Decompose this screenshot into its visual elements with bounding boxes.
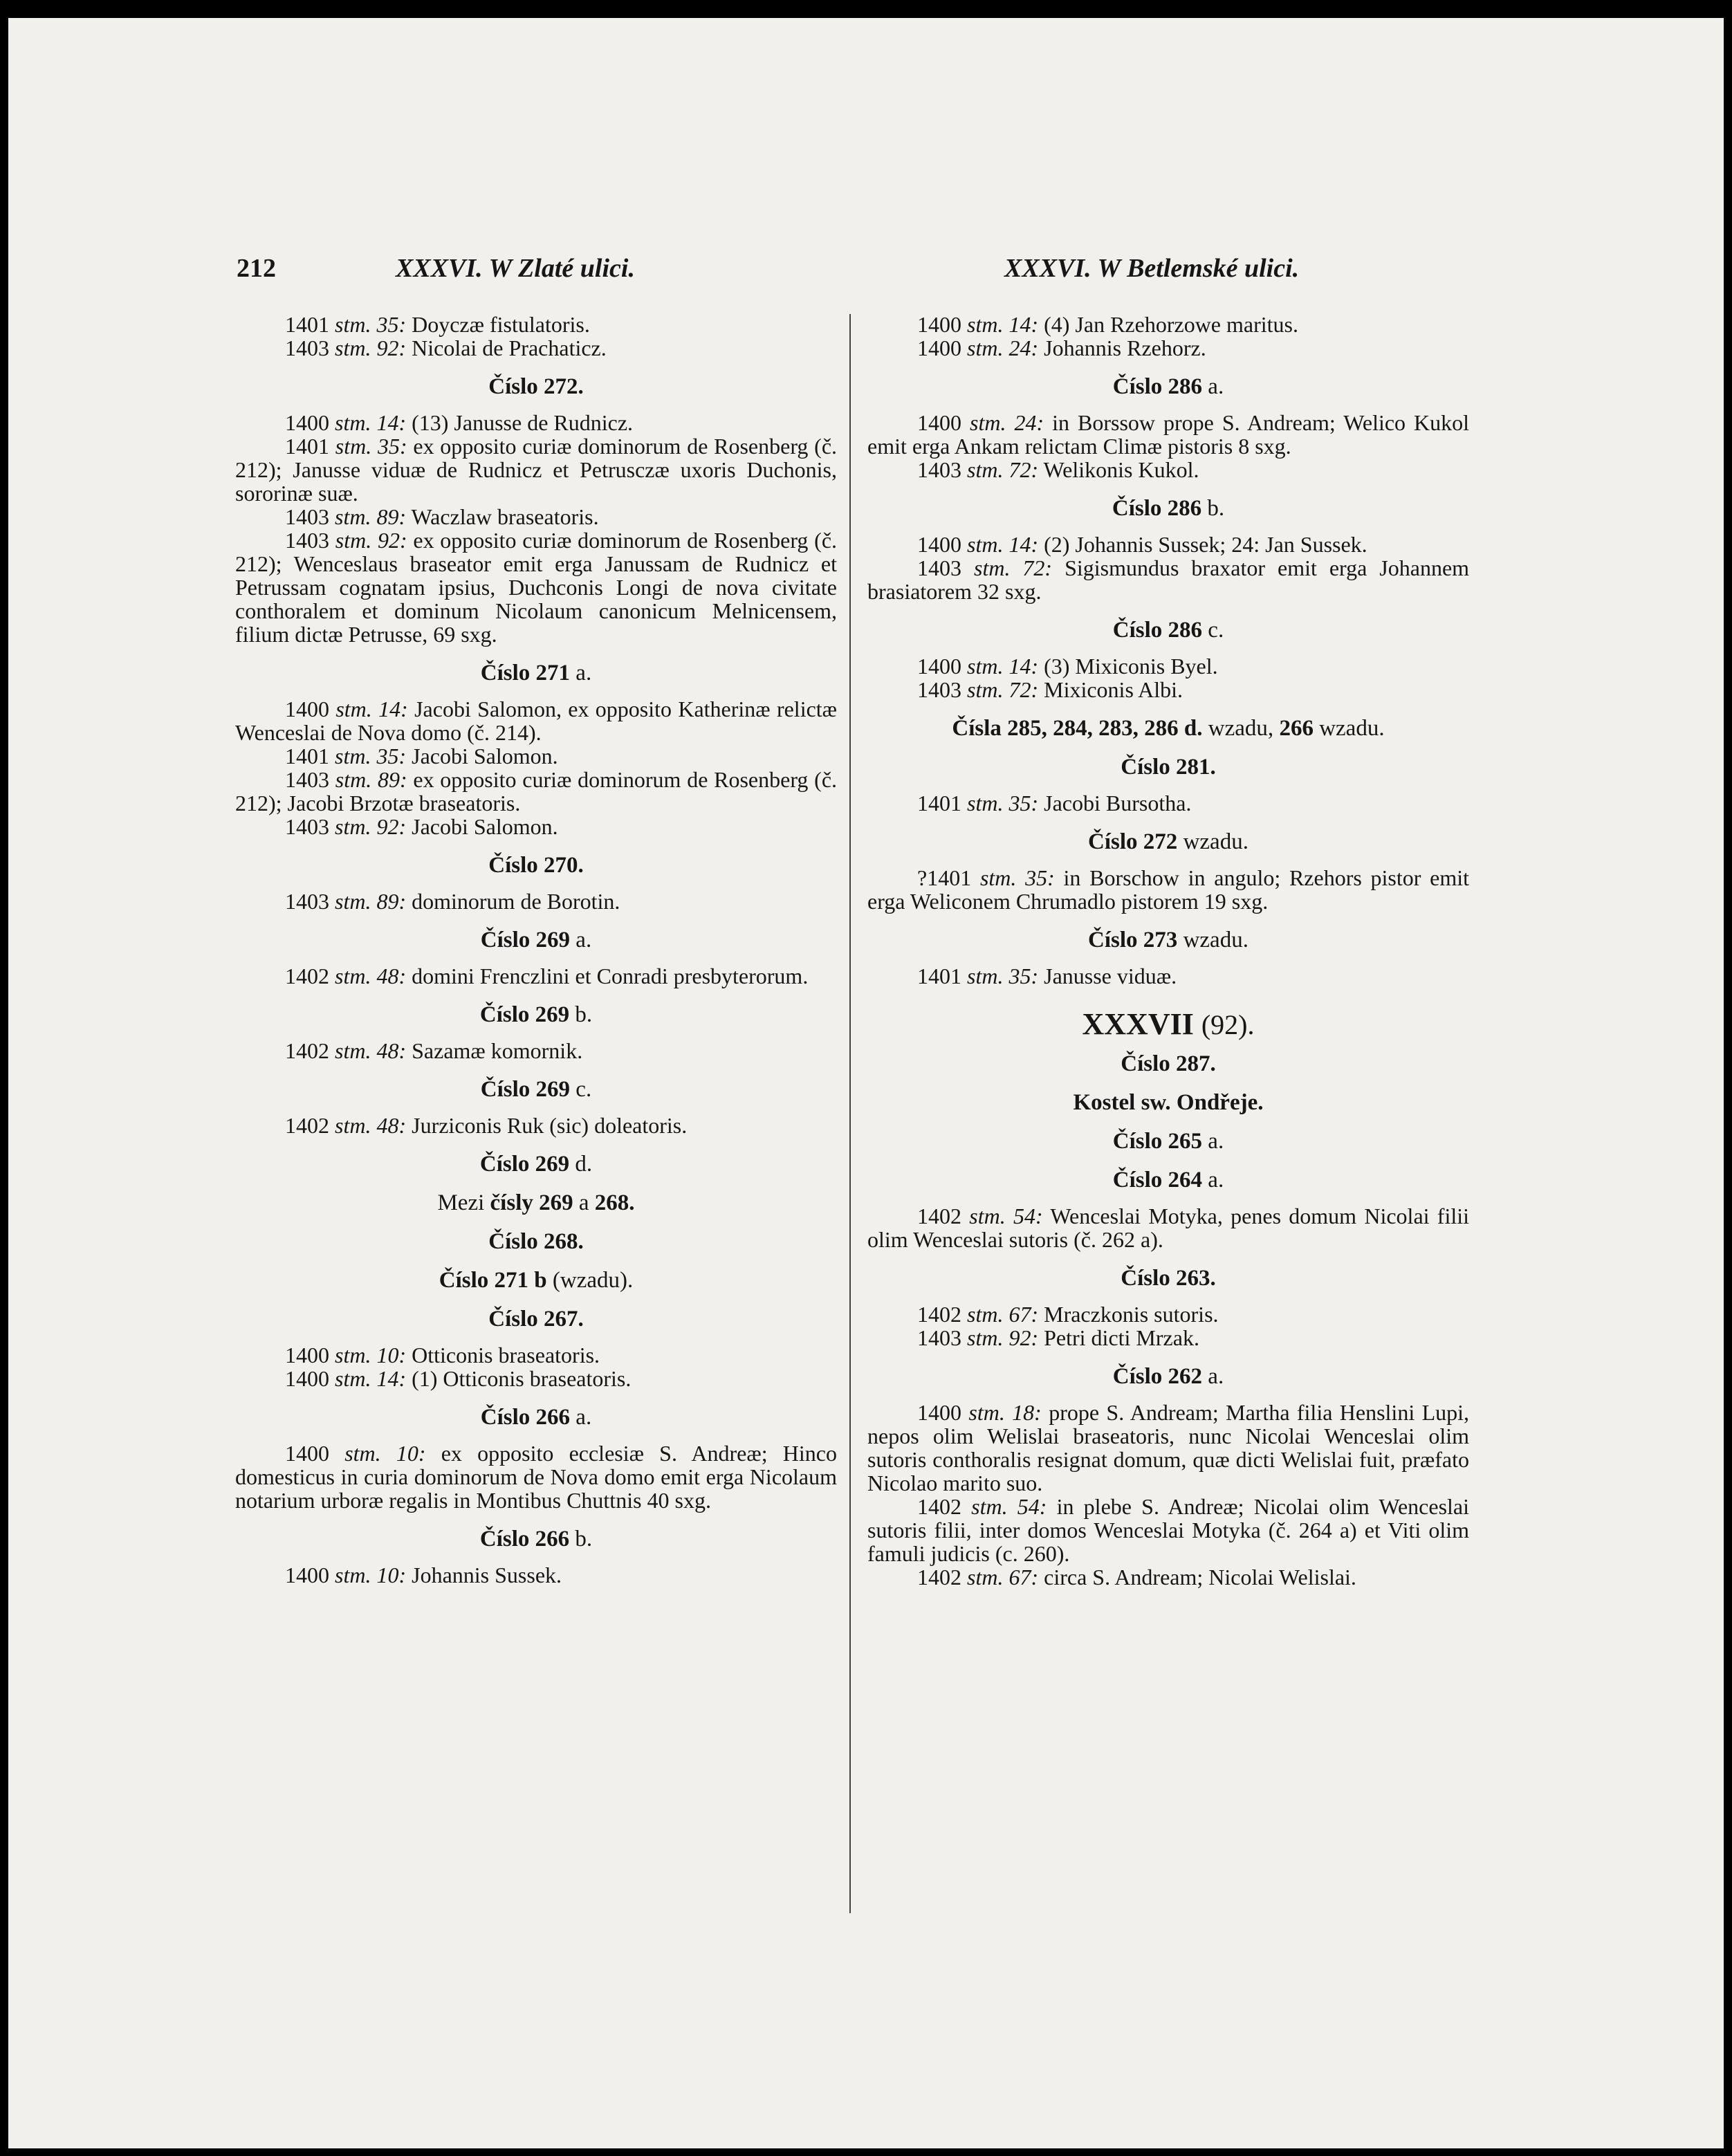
heading-main: Číslo 262 xyxy=(1112,1364,1203,1389)
section-heading xyxy=(867,755,1469,779)
entry xyxy=(867,556,1469,603)
entry-abbrev: stm. xyxy=(967,532,1004,557)
heading-main: Kostel sw. Ondřeje. xyxy=(1073,1090,1264,1115)
entry-text: (4) Jan Rzehorzowe maritus. xyxy=(1044,312,1298,337)
entry xyxy=(235,768,837,815)
entry-text: prope S. Andream; Martha filia Henslini Lupi, nepos olim Welislai braseatoris, nunc Nicolai Wenceslai olim sutoris conthoralis resignat domum, quæ dicti Welislai fuit, præfato Nicolao marito suo. xyxy=(867,1400,1469,1495)
entry-year: 1403 xyxy=(917,555,961,580)
entry-abbrev: stm. xyxy=(335,964,371,988)
heading-main: Číslo 269 xyxy=(479,1152,570,1177)
heading-suffix: a. xyxy=(1208,374,1224,399)
section-heading xyxy=(235,1269,837,1292)
entry-text: domini Frenczlini et Conradi presbyterorum. xyxy=(412,964,809,988)
heading-suffix: a. xyxy=(575,1405,592,1430)
entry xyxy=(867,533,1469,556)
entry-year: 1403 xyxy=(285,889,329,914)
heading-main: Číslo 286 xyxy=(1112,618,1203,643)
section-heading xyxy=(235,1527,837,1551)
entry-year: 1400 xyxy=(285,410,329,435)
entry-abbrev: stm. xyxy=(967,1302,1004,1327)
entry-year: 1403 xyxy=(285,528,329,553)
entry-abbrev: stm. xyxy=(335,697,372,721)
entry-abbrev: stm. xyxy=(335,1563,371,1587)
entry-abbrev: stm. xyxy=(967,1325,1004,1350)
entry xyxy=(235,697,837,744)
entry-text: Mraczkonis sutoris. xyxy=(1044,1302,1219,1327)
entry-abbrev: stm. xyxy=(971,1494,1008,1519)
book-page xyxy=(8,18,1724,2148)
entry-year: 1401 xyxy=(285,312,329,337)
section-heading xyxy=(235,1230,837,1253)
entry-text: ex opposito curiæ dominorum de Rosenberg (č. 212); Wenceslaus braseator emit erga Janussam de Rudnicz et Petrussam cognatam ipsius, Duchconis Longi de nova civitate conthoralem et dominum Nicolaum canonicum Melnicensem, filium dictæ Petrusse, 69 sxg. xyxy=(235,528,838,647)
entry xyxy=(235,1343,837,1367)
entry-text: (2) Johannis Sussek; 24: Jan Sussek. xyxy=(1044,532,1367,557)
entry xyxy=(235,815,837,838)
entry xyxy=(867,458,1469,481)
entry xyxy=(235,336,837,360)
entry-page-ref: 92: xyxy=(376,335,407,360)
entry-year: 1400 xyxy=(917,335,961,360)
section-heading xyxy=(867,497,1469,520)
heading-part: 268. xyxy=(594,1190,635,1215)
heading-main: Číslo 286 xyxy=(1112,496,1202,521)
heading-main: Číslo 271 b xyxy=(439,1268,547,1293)
entry xyxy=(867,1326,1469,1349)
heading-suffix: a. xyxy=(1208,1168,1224,1192)
entry-text: Mixiconis Albi. xyxy=(1044,677,1183,702)
section-heading xyxy=(235,1191,837,1215)
entry-year: 1403 xyxy=(917,457,961,482)
heading-main: Číslo 268. xyxy=(488,1229,584,1254)
entry-page-ref: 14: xyxy=(1008,312,1039,337)
heading-main: Číslo 269 xyxy=(479,1002,570,1027)
entry-page-ref: 54: xyxy=(1017,1494,1047,1519)
heading-suffix: a. xyxy=(575,928,592,952)
entry-abbrev: stm. xyxy=(979,865,1017,890)
entry xyxy=(867,1495,1469,1565)
entry-page-ref: 48: xyxy=(376,964,407,988)
heading-main: Číslo 286 xyxy=(1112,374,1203,399)
heading-suffix: a. xyxy=(1208,1364,1224,1389)
entry xyxy=(235,1367,837,1390)
entry xyxy=(867,1302,1469,1326)
entry-page-ref: 89: xyxy=(376,504,407,529)
entry-text: (1) Otticonis braseatoris. xyxy=(412,1366,632,1391)
entry-abbrev: stm. xyxy=(967,677,1004,702)
section-heading xyxy=(235,661,837,685)
entry-year: 1403 xyxy=(285,504,329,529)
heading-main: Číslo 272 xyxy=(1088,829,1178,854)
entry-text: circa S. Andream; Nicolai Welislai. xyxy=(1044,1565,1356,1590)
section-heading xyxy=(867,1130,1469,1153)
entry-page-ref: 67: xyxy=(1008,1302,1039,1327)
entry-text: Petri dicti Mrzak. xyxy=(1044,1325,1199,1350)
heading-suffix: wzadu. xyxy=(1183,928,1249,952)
entry xyxy=(235,313,837,336)
heading-main: Číslo 269 xyxy=(480,928,571,952)
entry-year: 1401 xyxy=(917,964,961,988)
heading-suffix: a. xyxy=(575,661,592,685)
entry-page-ref: 35: xyxy=(1025,865,1055,890)
entry-year: 1403 xyxy=(917,677,961,702)
entry-text: in plebe S. Andreæ; Nicolai olim Wenceslai sutoris filii, inter domos Wenceslai Motyka (č. 264 a) et Viti olim famuli judicis (c. 260). xyxy=(867,1494,1470,1566)
entry-abbrev: stm. xyxy=(335,767,372,792)
entry-year: 1402 xyxy=(917,1204,961,1228)
section-heading xyxy=(235,1152,837,1176)
entry-abbrev: stm. xyxy=(335,504,371,529)
entry xyxy=(235,1039,837,1062)
heading-suffix: b. xyxy=(575,1002,593,1027)
entry-page-ref: 10: xyxy=(376,1563,407,1587)
entry-text: Sazamæ komornik. xyxy=(412,1038,583,1063)
section-heading xyxy=(235,1078,837,1101)
heading-part: a xyxy=(578,1190,589,1215)
section-heading xyxy=(867,1365,1469,1388)
entry xyxy=(235,1563,837,1587)
entry-text: dominorum de Borotin. xyxy=(412,889,620,914)
section-heading xyxy=(235,375,837,398)
entry-year: 1403 xyxy=(285,335,329,360)
entry-page-ref: 14: xyxy=(1008,532,1039,557)
entry xyxy=(867,411,1469,458)
heading-main: Číslo 272. xyxy=(488,374,584,399)
entry-text: Jacobi Salomon. xyxy=(412,814,558,839)
section-heading xyxy=(867,1052,1469,1076)
right-column xyxy=(867,313,1469,1589)
heading-suffix: a. xyxy=(1208,1129,1224,1154)
heading-part: Mezi xyxy=(437,1190,485,1215)
entry xyxy=(235,964,837,988)
entry-year: 1400 xyxy=(917,654,961,679)
entry-text: Welikonis Kukol. xyxy=(1043,457,1199,482)
entry-year: 1400 xyxy=(917,532,961,557)
section-heading xyxy=(235,928,837,952)
section-heading xyxy=(235,1003,837,1026)
entry-year: 1400 xyxy=(917,1400,961,1425)
entry xyxy=(867,1204,1469,1251)
entry-abbrev: stm. xyxy=(968,1400,1005,1425)
heading-suffix: wzadu. xyxy=(1183,829,1249,854)
entry-abbrev: stm. xyxy=(967,964,1004,988)
entry xyxy=(867,313,1469,336)
right-running-title: XXXVI. W Betlemské ulici. xyxy=(1004,254,1300,283)
entry-abbrev: stm. xyxy=(970,410,1006,435)
entry-abbrev: stm. xyxy=(969,1204,1006,1228)
entry-text: Johannis Rzehorz. xyxy=(1044,335,1206,360)
entry xyxy=(867,654,1469,678)
section-heading xyxy=(867,928,1469,952)
entry xyxy=(867,336,1469,360)
entry-page-ref: 35: xyxy=(1008,964,1039,988)
entry-page-ref: 35: xyxy=(376,744,407,768)
section-heading xyxy=(867,830,1469,854)
entry-text: Jacobi Bursotha. xyxy=(1044,791,1192,816)
entry-text: Doyczæ fistulatoris. xyxy=(412,312,590,337)
section-heading xyxy=(235,854,837,877)
section-heading xyxy=(867,618,1469,642)
entry-page-ref: 14: xyxy=(376,410,407,435)
left-column xyxy=(235,313,837,1587)
entry-abbrev: stm. xyxy=(967,791,1004,816)
entry-page-ref: 67: xyxy=(1008,1565,1039,1590)
entry-page-ref: 72: xyxy=(1008,457,1039,482)
entry-year: ?1401 xyxy=(917,865,972,890)
heading-main: Číslo 281. xyxy=(1121,755,1216,780)
entry-year: 1403 xyxy=(285,767,329,792)
chapter-heading xyxy=(867,1007,1469,1041)
entry-page-ref: 48: xyxy=(376,1038,407,1063)
section-heading xyxy=(867,1091,1469,1114)
entry-year: 1403 xyxy=(917,1325,961,1350)
entry-abbrev: stm. xyxy=(335,528,372,553)
entry-page-ref: 24: xyxy=(1008,335,1039,360)
heading-main: Číslo 263. xyxy=(1121,1266,1216,1291)
left-running-title: XXXVI. W Zlaté ulici. xyxy=(396,254,635,283)
entry-text: Waczlaw braseatoris. xyxy=(411,504,599,529)
entry-year: 1400 xyxy=(285,1343,329,1367)
entry-text: Jurziconis Ruk (sic) doleatoris. xyxy=(412,1113,688,1138)
heading-suffix: d. xyxy=(575,1152,593,1177)
heading-suffix: c. xyxy=(575,1077,592,1102)
heading-suffix: (92). xyxy=(1201,1009,1255,1040)
entry-year: 1401 xyxy=(285,744,329,768)
entry-abbrev: stm. xyxy=(335,889,371,914)
entry-text: Jacobi Salomon, ex opposito Katherinæ relictæ Wenceslai de Nova domo (č. 214). xyxy=(235,697,838,745)
section-heading xyxy=(867,717,1469,740)
heading-main: XXXVII xyxy=(1082,1007,1194,1041)
heading-suffix: (wzadu). xyxy=(552,1268,634,1293)
heading-main: Číslo 264 xyxy=(1112,1168,1203,1192)
entry-text: in Borssow prope S. Andream; Welico Kukol emit erga Ankam relictam Climæ pistoris 8 sxg. xyxy=(867,410,1470,459)
entry-page-ref: 14: xyxy=(1008,654,1039,679)
entry xyxy=(235,505,837,528)
entry-abbrev: stm. xyxy=(344,1441,381,1466)
entry-abbrev: stm. xyxy=(335,1113,371,1138)
heading-part: wzadu. xyxy=(1319,716,1385,741)
entry-abbrev: stm. xyxy=(967,654,1004,679)
entry-year: 1401 xyxy=(285,434,329,459)
heading-main: Číslo 266 xyxy=(480,1405,571,1430)
entry-text: ex opposito curiæ dominorum de Rosenberg (č. 212); Janusse viduæ de Rudnicz et Petrusczæ uxoris Duchonis, sororinæ suæ. xyxy=(235,434,838,506)
heading-main: Číslo 271 xyxy=(480,661,571,685)
entry-page-ref: 10: xyxy=(396,1441,426,1466)
entry xyxy=(867,678,1469,701)
entry-abbrev: stm. xyxy=(335,1038,371,1063)
entry-page-ref: 89: xyxy=(376,889,407,914)
entry-abbrev: stm. xyxy=(973,555,1011,580)
entry-text: Johannis Sussek. xyxy=(412,1563,562,1587)
heading-part: čísly 269 xyxy=(490,1190,573,1215)
entry-year: 1400 xyxy=(285,697,329,721)
entry-year: 1400 xyxy=(285,1563,329,1587)
entry-abbrev: stm. xyxy=(335,335,371,360)
heading-main: Číslo 270. xyxy=(488,853,584,878)
entry-year: 1402 xyxy=(917,1302,961,1327)
entry-year: 1402 xyxy=(917,1565,961,1590)
entry xyxy=(235,1114,837,1137)
entry-year: 1402 xyxy=(285,1113,329,1138)
entry-text: Nicolai de Prachaticz. xyxy=(412,335,607,360)
entry-text: Janusse viduæ. xyxy=(1044,964,1177,988)
entry-text: (13) Janusse de Rudnicz. xyxy=(412,410,634,435)
entry-year: 1400 xyxy=(285,1366,329,1391)
heading-main: Číslo 265 xyxy=(1112,1129,1203,1154)
entry-abbrev: stm. xyxy=(335,410,371,435)
entry-abbrev: stm. xyxy=(335,1343,371,1367)
section-heading xyxy=(235,1307,837,1331)
entry-page-ref: 89: xyxy=(377,767,407,792)
entry-text: in Borschow in angulo; Rzehors pistor emit erga Weliconem Chrumadlo pistorem 19 sxg. xyxy=(867,865,1470,914)
entry xyxy=(235,890,837,913)
entry-abbrev: stm. xyxy=(967,457,1004,482)
entry-page-ref: 72: xyxy=(1008,677,1039,702)
entry-abbrev: stm. xyxy=(335,744,371,768)
entry-text: Wenceslai Motyka, penes domum Nicolai filii olim Wenceslai sutoris (č. 262 a). xyxy=(867,1204,1470,1252)
heading-part: 266 xyxy=(1279,716,1314,741)
entry-year: 1401 xyxy=(917,791,961,816)
entry-page-ref: 35: xyxy=(1008,791,1039,816)
heading-main: Číslo 267. xyxy=(488,1307,584,1332)
page-number: 212 xyxy=(237,254,276,283)
entry-text: Sigismundus braxator emit erga Johannem brasiatorem 32 sxg. xyxy=(867,555,1470,604)
entry-abbrev: stm. xyxy=(335,1366,371,1391)
entry xyxy=(867,1401,1469,1495)
section-heading xyxy=(867,1266,1469,1290)
entry-page-ref: 18: xyxy=(1012,1400,1042,1425)
entry-abbrev: stm. xyxy=(967,312,1004,337)
entry-page-ref: 24: xyxy=(1014,410,1044,435)
heading-suffix: b. xyxy=(1207,496,1225,521)
entry-abbrev: stm. xyxy=(335,434,372,459)
entry-year: 1402 xyxy=(917,1494,961,1519)
heading-suffix: c. xyxy=(1208,618,1224,643)
entry-text: (3) Mixiconis Byel. xyxy=(1044,654,1218,679)
entry-page-ref: 14: xyxy=(376,1366,407,1391)
entry-abbrev: stm. xyxy=(967,1565,1004,1590)
entry xyxy=(867,964,1469,988)
entry-abbrev: stm. xyxy=(335,312,371,337)
heading-main: Číslo 287. xyxy=(1121,1051,1216,1076)
heading-part: wzadu, xyxy=(1208,716,1274,741)
entry-page-ref: 48: xyxy=(376,1113,407,1138)
column-divider xyxy=(849,314,851,1913)
entry-page-ref: 35: xyxy=(377,434,407,459)
entry-page-ref: 92: xyxy=(377,528,407,553)
section-heading xyxy=(867,375,1469,398)
entry xyxy=(235,744,837,768)
heading-suffix: b. xyxy=(575,1527,593,1551)
entry-text: ex opposito ecclesiæ S. Andreæ; Hinco domesticus in curia dominorum de Nova domo emit erga Nicolaum notarium urboræ regalis in Montibus Chuttnis 40 sxg. xyxy=(235,1441,837,1513)
entry xyxy=(867,791,1469,815)
entry xyxy=(867,866,1469,913)
entry-year: 1402 xyxy=(285,964,329,988)
entry xyxy=(235,1441,837,1512)
heading-main: Číslo 269 xyxy=(480,1077,571,1102)
entry-year: 1402 xyxy=(285,1038,329,1063)
heading-part: Čísla 285, 284, 283, 286 d. xyxy=(952,716,1203,741)
entry-page-ref: 14: xyxy=(378,697,408,721)
entry-page-ref: 35: xyxy=(376,312,407,337)
entry-page-ref: 92: xyxy=(376,814,407,839)
section-heading xyxy=(235,1406,837,1429)
entry-abbrev: stm. xyxy=(967,335,1004,360)
entry-year: 1400 xyxy=(917,312,961,337)
entry-abbrev: stm. xyxy=(335,814,371,839)
heading-main: Číslo 273 xyxy=(1088,928,1178,952)
entry xyxy=(235,411,837,434)
entry-page-ref: 72: xyxy=(1022,555,1053,580)
entry-year: 1400 xyxy=(917,410,961,435)
entry-text: ex opposito curiæ dominorum de Rosenberg (č. 212); Jacobi Brzotæ braseatoris. xyxy=(235,767,838,816)
entry-text: Jacobi Salomon. xyxy=(412,744,558,768)
section-heading xyxy=(867,1168,1469,1192)
entry-text: Otticonis braseatoris. xyxy=(412,1343,600,1367)
entry-year: 1403 xyxy=(285,814,329,839)
entry xyxy=(235,434,837,505)
entry-page-ref: 92: xyxy=(1008,1325,1039,1350)
entry xyxy=(235,528,837,646)
entry-page-ref: 54: xyxy=(1013,1204,1043,1228)
entry-page-ref: 10: xyxy=(376,1343,407,1367)
entry-year: 1400 xyxy=(285,1441,329,1466)
heading-main: Číslo 266 xyxy=(479,1527,570,1551)
entry xyxy=(867,1565,1469,1589)
